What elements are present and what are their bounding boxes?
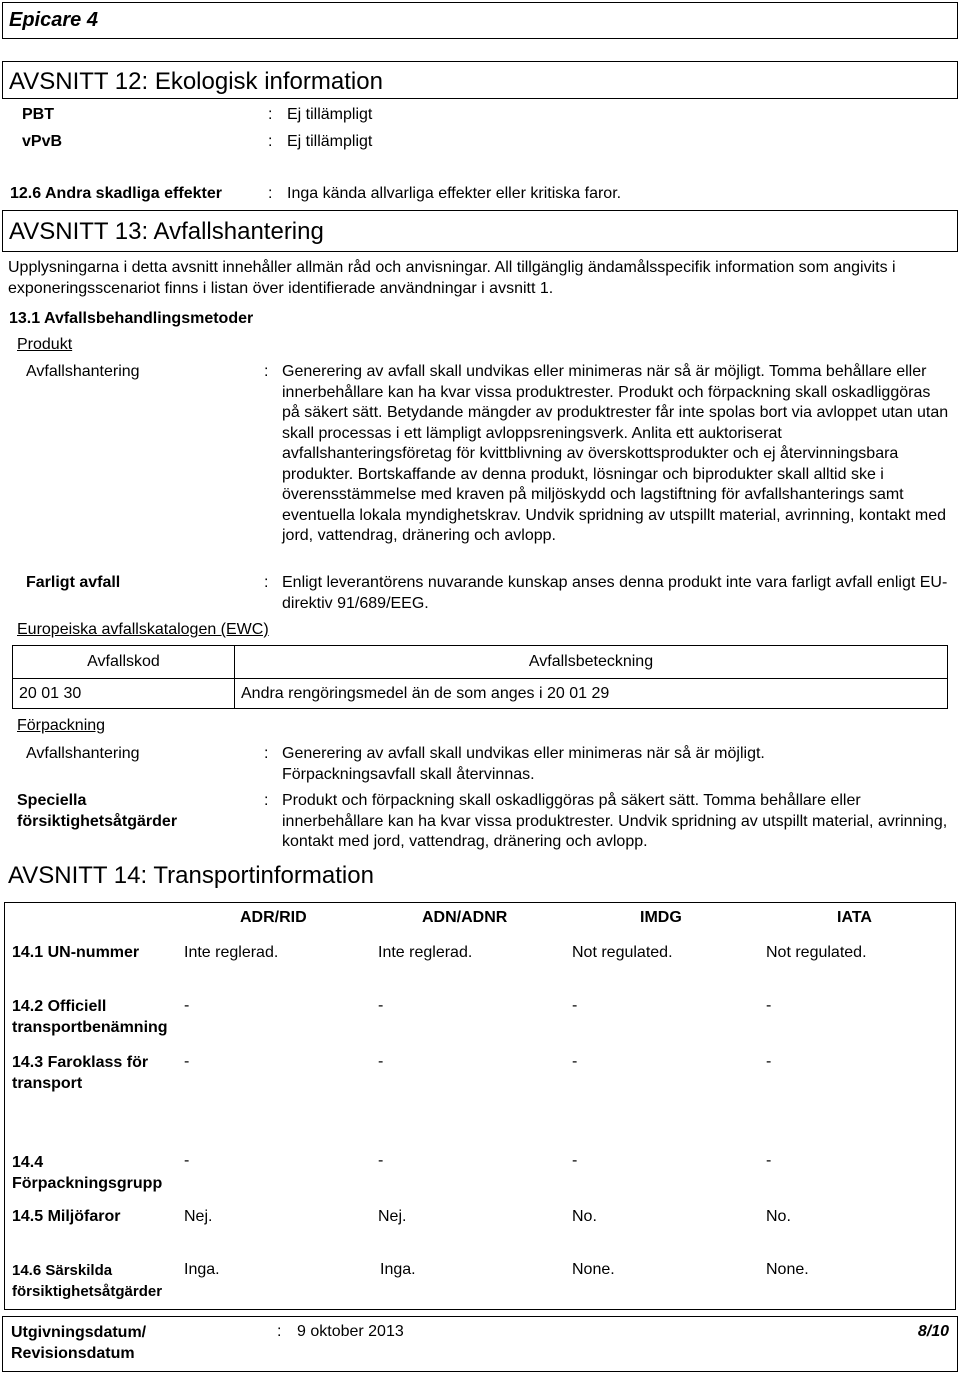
precautions-label: Speciella försiktighetsåtgärder xyxy=(17,792,178,830)
section-14-title: AVSNITT 14: Transportinformation xyxy=(8,862,374,889)
hazardous-label: Farligt avfall xyxy=(26,574,121,591)
row-env-hazards-label: 14.5 Miljöfaror xyxy=(12,1208,121,1225)
col-imdg: IMDG xyxy=(640,909,682,926)
row-hazard-class-adr: - xyxy=(184,1053,190,1070)
ewc-heading: Europeiska avfallskatalogen (EWC) xyxy=(17,621,269,638)
footer-date-value: 9 oktober 2013 xyxy=(297,1323,404,1340)
section-13-title: AVSNITT 13: Avfallshantering xyxy=(9,218,324,245)
row-shipping-name-iata: - xyxy=(766,997,772,1014)
col-iata: IATA xyxy=(837,909,872,926)
pbt-value: Ej tillämpligt xyxy=(287,106,373,123)
ewc-table xyxy=(12,645,948,709)
row-un-number-adr: Inte reglerad. xyxy=(184,944,279,961)
vpvb-value: Ej tillämpligt xyxy=(287,133,373,150)
row-special-precautions-label: 14.6 Särskilda försiktighetsåtgärder xyxy=(12,1262,163,1300)
row-shipping-name-adn: - xyxy=(378,997,384,1014)
row-shipping-name-label: 14.2 Officiell transportbenämning xyxy=(12,998,168,1036)
product-disposal-label: Avfallshantering xyxy=(26,363,140,380)
ewc-header-description: Avfallsbeteckning xyxy=(235,646,948,679)
col-adr-rid: ADR/RID xyxy=(240,909,307,926)
row-packing-group-imdg: - xyxy=(572,1152,578,1169)
vpvb-label: vPvB xyxy=(22,133,63,150)
methods-heading: 13.1 Avfallsbehandlingsmetoder xyxy=(9,310,254,327)
row-hazard-class-label: 14.3 Faroklass för transport xyxy=(12,1054,149,1092)
section-12-header xyxy=(2,61,958,99)
hazardous-value: Enligt leverantörens nuvarande kunskap anses denna produkt inte vara farligt avfall enligt EU-direktiv 91/689/EEG. xyxy=(282,574,948,612)
vpvb-colon: : xyxy=(268,133,273,150)
row-special-precautions-adr: Inga. xyxy=(184,1261,220,1278)
row-env-hazards-imdg: No. xyxy=(572,1208,597,1225)
row-un-number-imdg: Not regulated. xyxy=(572,944,673,961)
row-packing-group-label: 14.4 Förpackningsgrupp xyxy=(12,1154,163,1192)
precautions-value: Produkt och förpackning skall oskadliggöras på säkert sätt. Tomma behållare eller innerbehållare kan ha kvar vissa produktrester. Undvik spridning av utspillt material, avrinning, kontakt med jord, vattendrag, dränering och avlopp. xyxy=(282,792,948,850)
row-env-hazards-adr: Nej. xyxy=(184,1208,213,1225)
row-env-hazards-adn: Nej. xyxy=(378,1208,407,1225)
packaging-disposal-colon: : xyxy=(264,745,269,762)
ewc-header-code: Avfallskod xyxy=(13,646,235,679)
pbt-label: PBT xyxy=(22,106,54,123)
footer xyxy=(2,1316,958,1372)
col-adn-adnr: ADN/ADNR xyxy=(422,909,508,926)
row-un-number-label: 14.1 UN-nummer xyxy=(12,944,140,961)
section-13-header xyxy=(2,210,958,252)
row-env-hazards-iata: No. xyxy=(766,1208,791,1225)
other-effects-label: 12.6 Andra skadliga effekter xyxy=(10,185,222,202)
row-hazard-class-imdg: - xyxy=(572,1053,578,1070)
section-13-intro: Upplysningarna i detta avsnitt innehåller allmän råd och anvisningar. All tillgänglig ändamålsspecifik information som angivits i exponeringsscenariot finns i listan över identifierade användningar i avsnitt 1. xyxy=(8,259,896,297)
packaging-disposal-value: Generering av avfall skall undvikas eller minimeras när så är möjligt. Förpackningsavfall skall återvinnas. xyxy=(282,745,765,783)
precautions-colon: : xyxy=(264,792,269,809)
product-name: Epicare 4 xyxy=(9,9,98,31)
row-packing-group-adn: - xyxy=(378,1152,384,1169)
footer-colon: : xyxy=(277,1323,282,1340)
header-bar xyxy=(2,2,958,39)
transport-table xyxy=(4,902,956,1310)
ewc-cell-description: Andra rengöringsmedel än de som anges i 20 01 29 xyxy=(235,679,948,709)
row-special-precautions-adn: Inga. xyxy=(380,1261,416,1278)
row-special-precautions-iata: None. xyxy=(766,1261,809,1278)
row-hazard-class-iata: - xyxy=(766,1053,772,1070)
other-effects-value: Inga kända allvarliga effekter eller kritiska faror. xyxy=(287,185,622,202)
product-disposal-value: Generering av avfall skall undvikas eller minimeras när så är möjligt. Tomma behållare eller innerbehållare kan ha kvar vissa produktrester. Produkt och förpackning skall oskadliggöras på säkert sätt. Betydande mängder av produktrester får inte spolas bort via avloppet utan utan skall processas i ett lämpligt avloppsreningsverk. Anlita ett auktoriserat avfallshanteringsföretag för kvittblivning av överskottsprodukter och ej återvinningsbara produkter. Bortskaffande av denna produkt, lösningar och biprodukter skall alltid ske i överensstämmelse med kraven på miljöskydd och lagstiftning för avfallshanterings samt eventuella lokala myndighetskrav. Undvik spridning av utspillt material, avrinning, kontakt med jord, vattendrag, dränering och avlopp. xyxy=(282,363,949,544)
row-packing-group-adr: - xyxy=(184,1152,190,1169)
other-effects-colon: : xyxy=(268,185,273,202)
row-shipping-name-imdg: - xyxy=(572,997,578,1014)
pbt-colon: : xyxy=(268,106,273,123)
packaging-disposal-label: Avfallshantering xyxy=(26,745,140,762)
product-heading: Produkt xyxy=(17,336,73,353)
page-number: 8/10 xyxy=(917,1323,949,1340)
row-un-number-adn: Inte reglerad. xyxy=(378,944,473,961)
product-disposal-colon: : xyxy=(264,363,269,380)
row-un-number-iata: Not regulated. xyxy=(766,944,867,961)
ewc-cell-code: 20 01 30 xyxy=(13,679,235,709)
row-special-precautions-imdg: None. xyxy=(572,1261,615,1278)
footer-date-label: Utgivningsdatum/ Revisionsdatum xyxy=(11,1324,147,1362)
row-hazard-class-adn: - xyxy=(378,1053,384,1070)
packaging-heading: Förpackning xyxy=(17,717,106,734)
row-packing-group-iata: - xyxy=(766,1152,772,1169)
hazardous-colon: : xyxy=(264,574,269,591)
row-shipping-name-adr: - xyxy=(184,997,190,1014)
section-12-title: AVSNITT 12: Ekologisk information xyxy=(9,68,383,95)
